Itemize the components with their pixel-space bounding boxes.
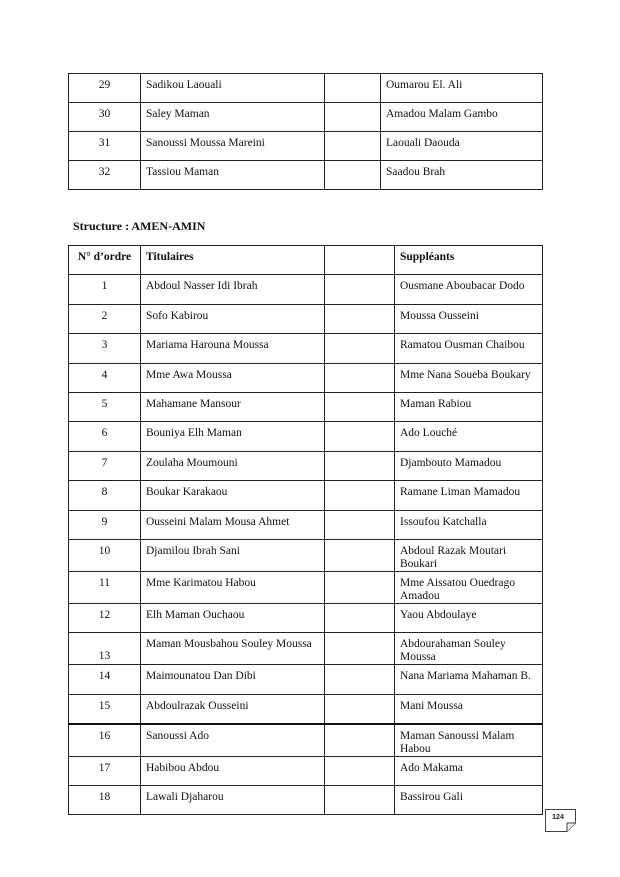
cell-titulaire: Bouniya Elh Maman [141, 422, 325, 451]
structure-members-body [69, 246, 543, 815]
table-row [69, 161, 543, 190]
cell-spacer [325, 724, 395, 757]
cell-spacer [325, 392, 395, 421]
cell-titulaire: Habibou Abdou [141, 756, 325, 785]
cell-suppleant: Maman Rabiou [395, 392, 543, 421]
cell-num: 10 [69, 539, 141, 571]
cell-titulaire: Elh Maman Ouchaou [141, 603, 325, 632]
header-titulaires: Titulaires [141, 246, 325, 275]
cell-titulaire: Maman Mousbahou Souley Moussa [141, 633, 325, 665]
cell-suppleant: Moussa Ousseini [395, 304, 543, 333]
cell-titulaire: Mahamane Mansour [141, 392, 325, 421]
cell-num: 15 [69, 694, 141, 723]
table-row [69, 756, 543, 785]
cell-spacer [325, 103, 381, 132]
table-row [69, 422, 543, 451]
cell-spacer [325, 275, 395, 304]
header-suppleants: Suppléants [395, 246, 543, 275]
cell-spacer [325, 422, 395, 451]
cell-suppleant: Amadou Malam Gambo [381, 103, 543, 132]
cell-num: 9 [69, 510, 141, 539]
cell-spacer [325, 161, 381, 190]
cell-spacer [325, 510, 395, 539]
table-row [69, 132, 543, 161]
cell-titulaire: Abdoul Nasser Idi Ibrah [141, 275, 325, 304]
cell-num: 5 [69, 392, 141, 421]
cell-titulaire: Mme Awa Moussa [141, 363, 325, 392]
cell-spacer [325, 694, 395, 723]
table-row [69, 74, 543, 103]
table-row [69, 275, 543, 304]
structure-members-table [68, 245, 543, 815]
cell-spacer [325, 334, 395, 363]
cell-spacer [325, 665, 395, 694]
previous-members-body [69, 74, 543, 190]
cell-titulaire: Abdoulrazak Ousseini [141, 694, 325, 723]
cell-suppleant: Mme Aissatou Ouedrago Amadou [395, 571, 543, 603]
cell-num: 1 [69, 275, 141, 304]
table-row [69, 724, 543, 757]
table-row [69, 510, 543, 539]
table-row [69, 785, 543, 814]
cell-num: 3 [69, 334, 141, 363]
cell-suppleant: Mme Nana Soueba Boukary [395, 363, 543, 392]
cell-titulaire: Ousseini Malam Mousa Ahmet [141, 510, 325, 539]
cell-spacer [325, 363, 395, 392]
cell-suppleant: Laouali Daouda [381, 132, 543, 161]
cell-titulaire: Djamilou Ibrah Sani [141, 539, 325, 571]
cell-spacer [325, 451, 395, 480]
cell-titulaire: Sadikou Laouali [141, 74, 325, 103]
cell-num: 8 [69, 481, 141, 510]
cell-suppleant: Bassirou Gali [395, 785, 543, 814]
cell-spacer [325, 603, 395, 632]
table-row [69, 633, 543, 665]
table-row [69, 539, 543, 571]
table-row [69, 481, 543, 510]
cell-num: 7 [69, 451, 141, 480]
cell-titulaire: Saley Maman [141, 103, 325, 132]
cell-spacer [325, 481, 395, 510]
cell-titulaire: Maimounatou Dan Dibi [141, 665, 325, 694]
cell-num: 6 [69, 422, 141, 451]
cell-suppleant: Djambouto Mamadou [395, 451, 543, 480]
table-row [69, 571, 543, 603]
cell-suppleant: Mani Moussa [395, 694, 543, 723]
header-num-ordre: N° d’ordre [69, 246, 141, 275]
page-number-badge [545, 809, 575, 831]
cell-spacer [325, 785, 395, 814]
cell-suppleant: Ramane Liman Mamadou [395, 481, 543, 510]
table-header-row [69, 246, 543, 275]
cell-titulaire: Tassiou Maman [141, 161, 325, 190]
cell-suppleant: Ramatou Ousman Chaibou [395, 334, 543, 363]
cell-num: 2 [69, 304, 141, 333]
cell-num: 17 [69, 756, 141, 785]
cell-suppleant: Yaou Abdoulaye [395, 603, 543, 632]
cell-titulaire: Mariama Harouna Moussa [141, 334, 325, 363]
cell-num: 11 [69, 571, 141, 603]
header-spacer [325, 246, 395, 275]
page-number: 124 [552, 814, 564, 821]
cell-num: 4 [69, 363, 141, 392]
cell-suppleant: Oumarou El. Ali [381, 74, 543, 103]
cell-num: 12 [69, 603, 141, 632]
table-row [69, 392, 543, 421]
structure-heading: Structure : AMEN-AMIN [73, 219, 206, 233]
folded-page-icon [545, 809, 577, 833]
cell-titulaire: Sanoussi Moussa Mareini [141, 132, 325, 161]
previous-members-table [68, 73, 543, 190]
table-row [69, 694, 543, 723]
cell-suppleant: Issoufou Katchalla [395, 510, 543, 539]
cell-spacer [325, 74, 381, 103]
cell-titulaire: Sofo Kabirou [141, 304, 325, 333]
cell-suppleant: Saadou Brah [381, 161, 543, 190]
cell-suppleant: Ado Makama [395, 756, 543, 785]
cell-num: 29 [69, 74, 141, 103]
table-row [69, 451, 543, 480]
cell-suppleant: Nana Mariama Mahaman B. [395, 665, 543, 694]
table-row [69, 334, 543, 363]
cell-titulaire: Lawali Djaharou [141, 785, 325, 814]
cell-spacer [325, 132, 381, 161]
cell-suppleant: Ado Louché [395, 422, 543, 451]
table-row [69, 363, 543, 392]
table-row [69, 665, 543, 694]
cell-suppleant: Ousmane Aboubacar Dodo [395, 275, 543, 304]
cell-suppleant: Maman Sanoussi Malam Habou [395, 724, 543, 757]
cell-titulaire: Mme Karimatou Habou [141, 571, 325, 603]
cell-suppleant: Abdourahaman Souley Moussa [395, 633, 543, 665]
cell-num: 30 [69, 103, 141, 132]
cell-spacer [325, 756, 395, 785]
cell-num: 16 [69, 724, 141, 757]
cell-num: 14 [69, 665, 141, 694]
cell-suppleant: Abdoul Razak Moutari Boukari [395, 539, 543, 571]
cell-spacer [325, 304, 395, 333]
table-row [69, 304, 543, 333]
cell-num: 13 [69, 633, 141, 665]
cell-titulaire: Zoulaha Moumouni [141, 451, 325, 480]
cell-titulaire: Boukar Karakaou [141, 481, 325, 510]
table-row [69, 603, 543, 632]
cell-spacer [325, 571, 395, 603]
cell-num: 32 [69, 161, 141, 190]
cell-spacer [325, 633, 395, 665]
cell-num: 18 [69, 785, 141, 814]
cell-num: 31 [69, 132, 141, 161]
table-row [69, 103, 543, 132]
cell-spacer [325, 539, 395, 571]
cell-titulaire: Sanoussi Ado [141, 724, 325, 757]
